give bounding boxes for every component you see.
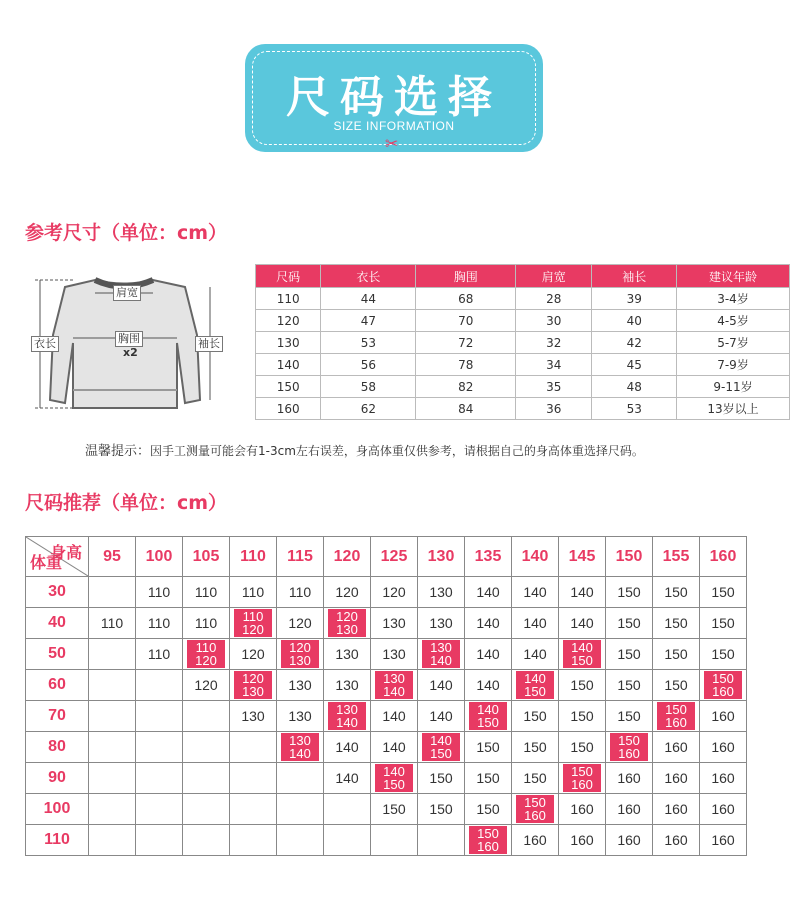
size-cell: 130 — [324, 670, 371, 701]
size-cell: 160 — [653, 794, 700, 825]
size-cell: 150 — [653, 639, 700, 670]
size-cell-empty — [136, 670, 183, 701]
weight-header-cell: 30 — [26, 577, 89, 608]
measurement-row — [256, 398, 790, 420]
size-cell-range — [512, 794, 559, 825]
measurement-row — [256, 288, 790, 310]
size-cell-empty — [89, 825, 136, 856]
size-range-badge: 150 160 — [516, 795, 554, 823]
measurement-cell: 4-5岁 — [677, 310, 790, 332]
weight-header-cell: 60 — [26, 670, 89, 701]
size-cell: 140 — [465, 608, 512, 639]
size-cell: 160 — [700, 763, 747, 794]
height-header-cell: 120 — [324, 537, 371, 577]
measurement-cell: 36 — [516, 398, 592, 420]
size-range-badge: 150 160 — [469, 826, 507, 854]
size-cell: 130 — [371, 639, 418, 670]
measurement-cell: 48 — [592, 376, 677, 398]
size-cell: 130 — [324, 639, 371, 670]
size-cell-range — [418, 639, 465, 670]
size-cell-empty — [230, 732, 277, 763]
size-cell: 140 — [371, 701, 418, 732]
tip-text: 因手工测量可能会有1-3cm左右误差，身高体重仅供参考，请根据自己的身高体重选择尺码。 — [150, 444, 644, 458]
corner-weight-label: 体重 — [30, 555, 63, 572]
height-header-cell: 95 — [89, 537, 136, 577]
size-cell-empty — [136, 701, 183, 732]
size-cell: 130 — [277, 701, 324, 732]
size-cell: 150 — [512, 763, 559, 794]
recommend-table — [25, 536, 747, 856]
measurement-cell: 34 — [516, 354, 592, 376]
size-cell-range — [277, 639, 324, 670]
size-cell: 120 — [371, 577, 418, 608]
size-cell: 150 — [653, 670, 700, 701]
size-cell: 150 — [418, 763, 465, 794]
height-header-cell: 115 — [277, 537, 324, 577]
size-cell-range — [324, 608, 371, 639]
measurement-cell: 42 — [592, 332, 677, 354]
measurement-cell: 58 — [321, 376, 416, 398]
height-header-cell: 150 — [606, 537, 653, 577]
size-cell: 110 — [183, 577, 230, 608]
size-cell: 160 — [559, 794, 606, 825]
size-cell-range — [512, 670, 559, 701]
measurement-cell: 70 — [416, 310, 516, 332]
size-range-badge: 130 140 — [281, 733, 319, 761]
size-range-badge: 120 130 — [328, 609, 366, 637]
weight-header-cell: 110 — [26, 825, 89, 856]
section-title-reference: 参考尺寸（单位：cm） — [25, 222, 228, 244]
measurement-cell: 7-9岁 — [677, 354, 790, 376]
size-cell-empty — [230, 825, 277, 856]
size-cell-empty — [324, 825, 371, 856]
size-cell: 140 — [465, 577, 512, 608]
col-header: 尺码 — [256, 265, 321, 288]
size-cell-empty — [89, 577, 136, 608]
size-cell-empty — [183, 763, 230, 794]
col-header: 袖长 — [592, 265, 677, 288]
measurement-table — [255, 264, 790, 420]
size-cell: 160 — [606, 763, 653, 794]
label-sleeve: 袖长 — [195, 336, 223, 352]
size-cell: 140 — [559, 577, 606, 608]
size-range-badge: 140 150 — [375, 764, 413, 792]
size-cell: 110 — [277, 577, 324, 608]
size-cell-empty — [89, 639, 136, 670]
tip-label: 温馨提示： — [85, 444, 151, 459]
size-cell-empty — [277, 763, 324, 794]
height-header-cell: 135 — [465, 537, 512, 577]
measurement-cell: 140 — [256, 354, 321, 376]
measurement-cell: 9-11岁 — [677, 376, 790, 398]
size-cell: 130 — [230, 701, 277, 732]
size-cell: 160 — [512, 825, 559, 856]
measurement-cell: 44 — [321, 288, 416, 310]
size-cell-empty — [230, 794, 277, 825]
size-cell: 110 — [183, 608, 230, 639]
weight-row — [26, 701, 747, 732]
size-cell: 120 — [183, 670, 230, 701]
size-cell: 110 — [136, 577, 183, 608]
size-cell-range — [230, 670, 277, 701]
measurement-cell: 56 — [321, 354, 416, 376]
page-title: 尺码选择 — [286, 72, 502, 123]
weight-row — [26, 825, 747, 856]
size-cell-empty — [89, 763, 136, 794]
size-cell: 140 — [371, 732, 418, 763]
size-cell: 150 — [700, 639, 747, 670]
size-cell: 140 — [465, 670, 512, 701]
size-cell-range — [371, 763, 418, 794]
header-badge — [245, 44, 543, 152]
size-cell-range — [653, 701, 700, 732]
size-cell: 150 — [559, 670, 606, 701]
measurement-cell: 3-4岁 — [677, 288, 790, 310]
size-cell-empty — [230, 763, 277, 794]
size-cell: 130 — [371, 608, 418, 639]
measurement-cell: 68 — [416, 288, 516, 310]
measurement-cell: 72 — [416, 332, 516, 354]
col-header: 肩宽 — [516, 265, 592, 288]
measurement-row — [256, 354, 790, 376]
size-range-badge: 140 150 — [563, 640, 601, 668]
size-cell-empty — [89, 794, 136, 825]
size-cell: 150 — [559, 701, 606, 732]
size-range-badge: 140 150 — [469, 702, 507, 730]
col-header: 胸围 — [416, 265, 516, 288]
label-length: 衣长 — [31, 336, 59, 352]
measurement-cell: 13岁以上 — [677, 398, 790, 420]
size-cell-empty — [89, 732, 136, 763]
size-cell: 160 — [653, 825, 700, 856]
corner-height-label: 身高 — [49, 545, 82, 562]
size-range-badge: 110 120 — [234, 609, 272, 637]
size-cell: 150 — [606, 608, 653, 639]
measurement-cell: 110 — [256, 288, 321, 310]
measurement-header-row — [256, 265, 790, 288]
size-cell-empty — [371, 825, 418, 856]
col-header: 衣长 — [321, 265, 416, 288]
weight-header-cell: 40 — [26, 608, 89, 639]
measurement-cell: 35 — [516, 376, 592, 398]
section-title-recommend: 尺码推荐（单位：cm） — [25, 492, 228, 514]
weight-header-cell: 80 — [26, 732, 89, 763]
measurement-row — [256, 310, 790, 332]
weight-row — [26, 608, 747, 639]
size-cell: 120 — [277, 608, 324, 639]
size-cell-range — [324, 701, 371, 732]
size-range-badge: 150 160 — [610, 733, 648, 761]
size-cell-range — [559, 763, 606, 794]
col-header: 建议年龄 — [677, 265, 790, 288]
size-cell: 140 — [559, 608, 606, 639]
size-cell: 110 — [230, 577, 277, 608]
measurement-cell: 160 — [256, 398, 321, 420]
weight-row — [26, 577, 747, 608]
size-cell-range — [183, 639, 230, 670]
measurement-cell: 5-7岁 — [677, 332, 790, 354]
size-cell-range — [371, 670, 418, 701]
size-cell: 110 — [136, 639, 183, 670]
size-cell: 150 — [418, 794, 465, 825]
size-range-badge: 140 150 — [516, 671, 554, 699]
measurement-cell: 130 — [256, 332, 321, 354]
size-range-badge: 120 130 — [234, 671, 272, 699]
height-header-cell: 125 — [371, 537, 418, 577]
size-cell-range — [700, 670, 747, 701]
size-cell: 150 — [371, 794, 418, 825]
size-cell: 120 — [230, 639, 277, 670]
size-cell: 150 — [465, 763, 512, 794]
measurement-row — [256, 332, 790, 354]
measurement-cell: 47 — [321, 310, 416, 332]
height-header-cell: 100 — [136, 537, 183, 577]
size-cell: 110 — [136, 608, 183, 639]
size-cell: 130 — [418, 608, 465, 639]
scissors-icon: ✂ — [385, 134, 399, 153]
size-range-badge: 130 140 — [375, 671, 413, 699]
size-cell: 160 — [700, 701, 747, 732]
label-chest: 胸围 — [115, 331, 143, 347]
size-cell: 140 — [324, 732, 371, 763]
weight-header-cell: 70 — [26, 701, 89, 732]
label-shoulder: 肩宽 — [113, 285, 141, 301]
height-header-cell: 145 — [559, 537, 606, 577]
size-cell-empty — [89, 701, 136, 732]
height-header-cell: 105 — [183, 537, 230, 577]
size-cell-range — [559, 639, 606, 670]
size-cell: 150 — [606, 701, 653, 732]
size-range-badge: 130 140 — [328, 702, 366, 730]
size-cell-empty — [183, 701, 230, 732]
measurement-cell: 78 — [416, 354, 516, 376]
size-cell: 120 — [324, 577, 371, 608]
weight-row — [26, 763, 747, 794]
size-cell: 150 — [512, 701, 559, 732]
size-cell: 160 — [700, 794, 747, 825]
size-cell: 160 — [700, 732, 747, 763]
size-cell-empty — [136, 825, 183, 856]
tip-note — [85, 440, 644, 459]
measurement-cell: 30 — [516, 310, 592, 332]
height-header-cell: 110 — [230, 537, 277, 577]
weight-row — [26, 794, 747, 825]
measurement-cell: 28 — [516, 288, 592, 310]
size-cell-empty — [183, 794, 230, 825]
size-range-badge: 140 150 — [422, 733, 460, 761]
size-cell-empty — [136, 732, 183, 763]
size-cell: 150 — [559, 732, 606, 763]
weight-row — [26, 732, 747, 763]
height-header-cell: 140 — [512, 537, 559, 577]
measurement-cell: 53 — [592, 398, 677, 420]
size-cell: 160 — [653, 763, 700, 794]
size-cell-empty — [183, 732, 230, 763]
corner-cell — [26, 537, 89, 577]
size-cell: 150 — [465, 732, 512, 763]
size-cell-empty — [324, 794, 371, 825]
size-cell-empty — [136, 794, 183, 825]
size-cell-range — [418, 732, 465, 763]
label-times-two: x2 — [123, 346, 138, 359]
size-cell: 150 — [512, 732, 559, 763]
measurement-cell: 62 — [321, 398, 416, 420]
size-cell-range — [606, 732, 653, 763]
size-cell: 150 — [700, 577, 747, 608]
measurement-cell: 45 — [592, 354, 677, 376]
measurement-cell: 40 — [592, 310, 677, 332]
size-cell-empty — [277, 794, 324, 825]
size-cell-empty — [89, 670, 136, 701]
size-cell: 130 — [277, 670, 324, 701]
size-cell: 150 — [606, 577, 653, 608]
size-cell: 150 — [700, 608, 747, 639]
size-cell-range — [277, 732, 324, 763]
size-cell-range — [230, 608, 277, 639]
size-cell: 150 — [465, 794, 512, 825]
weight-row — [26, 670, 747, 701]
recommend-header-row — [26, 537, 747, 577]
size-cell-range — [465, 825, 512, 856]
size-cell-empty — [136, 763, 183, 794]
size-cell: 150 — [606, 639, 653, 670]
measurement-cell: 120 — [256, 310, 321, 332]
size-cell: 160 — [606, 794, 653, 825]
size-cell-empty — [183, 825, 230, 856]
size-cell-range — [465, 701, 512, 732]
measurement-cell: 82 — [416, 376, 516, 398]
size-range-badge: 150 160 — [657, 702, 695, 730]
size-range-badge: 150 160 — [704, 671, 742, 699]
size-range-badge: 130 140 — [422, 640, 460, 668]
size-range-badge: 110 120 — [187, 640, 225, 668]
weight-header-cell: 100 — [26, 794, 89, 825]
height-header-cell: 155 — [653, 537, 700, 577]
measurement-cell: 84 — [416, 398, 516, 420]
size-cell: 140 — [512, 639, 559, 670]
size-cell: 140 — [418, 670, 465, 701]
size-cell: 160 — [700, 825, 747, 856]
size-cell: 140 — [512, 577, 559, 608]
size-cell: 140 — [418, 701, 465, 732]
measurement-cell: 39 — [592, 288, 677, 310]
size-range-badge: 120 130 — [281, 640, 319, 668]
size-cell-empty — [418, 825, 465, 856]
weight-header-cell: 50 — [26, 639, 89, 670]
measurement-cell: 32 — [516, 332, 592, 354]
size-cell-empty — [277, 825, 324, 856]
weight-row — [26, 639, 747, 670]
size-cell: 140 — [324, 763, 371, 794]
size-cell: 140 — [465, 639, 512, 670]
weight-header-cell: 90 — [26, 763, 89, 794]
size-cell: 130 — [418, 577, 465, 608]
height-header-cell: 130 — [418, 537, 465, 577]
size-cell: 160 — [559, 825, 606, 856]
shirt-diagram — [25, 265, 245, 415]
size-cell: 150 — [653, 608, 700, 639]
height-header-cell: 160 — [700, 537, 747, 577]
measurement-cell: 150 — [256, 376, 321, 398]
size-cell: 150 — [653, 577, 700, 608]
page-subtitle: SIZE INFORMATION — [333, 119, 455, 133]
size-cell: 140 — [512, 608, 559, 639]
size-cell: 110 — [89, 608, 136, 639]
size-cell: 160 — [606, 825, 653, 856]
size-range-badge: 150 160 — [563, 764, 601, 792]
size-cell: 160 — [653, 732, 700, 763]
measurement-cell: 53 — [321, 332, 416, 354]
measurement-row — [256, 376, 790, 398]
size-cell: 150 — [606, 670, 653, 701]
